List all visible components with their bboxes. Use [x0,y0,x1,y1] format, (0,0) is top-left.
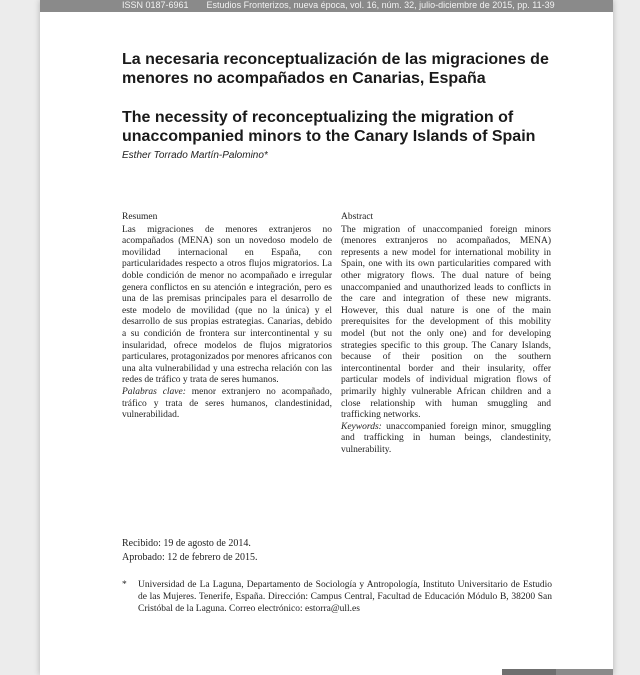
abstract-column [341,212,551,456]
title-english: The necessity of reconceptualizing the migration of unaccompanied minors to the Canary Islands of Spain [122,109,536,145]
abstract-keywords-label: Keywords: [341,421,382,432]
running-header [40,0,613,12]
resumen-keywords-label: Palabras clave: [122,386,186,397]
received-date: Recibido: 19 de agosto de 2014. [122,538,251,549]
issn: ISSN 0187-6961 [122,0,189,10]
author-footnote [122,579,552,615]
footnote-text: Universidad de La Laguna, Departamento de Sociología y Antropología, Instituto Universitario de Estudio de las Mujeres. Tenerife, España. Dirección: Campus Central, Facultad de Educación Módulo B, 38200 San Cristóbal de la Laguna. Correo electrónico: estorra@ull.es [138,580,552,614]
journal-citation: Estudios Fronterizos, nueva época, vol. 16, núm. 32, julio-diciembre de 2015, pp. 11-39 [206,0,555,10]
abstract-keywords-text: unaccompanied foreign minor, smuggling and trafficking in human beings, clandestinity, vulnerability. [341,421,551,455]
header-text [122,0,555,11]
author: Esther Torrado Martín-Palomino* [122,150,268,161]
abstract-keywords [341,422,551,457]
abstract-body: The migration of unaccompanied foreign minors (menores extranjeros no acompañados, MENA) represents a new model for international mobility in Spain, one with its own particularities compared with other migratory flows. The dual nature of being unaccompanied and unauthorized leads to conflicts in the care and integration of these new migrants. However, this dual nature is one of the main prerequisites for the development of this mobility model (but not the only one) and for developing strategies specific to this group. The Canary Islands, because of their position on the southern intercontinental border and their insularity, offer particular models of individual migration flows of primarily highly vulnerable African children and a close relationship with human smuggling and trafficking networks. [341,224,551,421]
footnote-mark: * [122,580,127,590]
resumen-keywords-text: menor extranjero no acompañado, tráfico y trata de seres humanos, clandestinidad, vulnerabilidad. [122,386,332,421]
approved-date: Aprobado: 12 de febrero de 2015. [122,552,258,563]
resumen-keywords [122,387,332,422]
abstract-heading: Abstract [341,212,374,222]
page-number-tab-notch [502,669,556,675]
submission-dates [122,537,258,565]
page-number-tab [502,669,613,675]
resumen-heading: Resumen [122,212,158,222]
resumen-column [122,212,332,422]
article-page [40,0,613,675]
title-spanish: La necesaria reconceptualización de las migraciones de menores no acompañados en Canarias, España [122,51,549,87]
resumen-body: Las migraciones de menores extranjeros no acompañados (MENA) son un novedoso modelo de movilidad internacional en España, con particularidades respecto a otros flujos migratorios. La doble condición de menor no acompañado e irregular genera conflictos en su atención e integración, pero es una de las premisas principales para el desarrollo de este modelo de movilidad (que no la única) y el desarrollo de sus propias estrategias. Canarias, debido a su condición de frontera sur intercontinental y su insularidad, ofrece modelos de flujos migratorios particulares, protagonizados por menores africanos con una alta vulnerabilidad y una estrecha relación con las redes de tráfico y trata de seres humanos. [122,224,332,386]
